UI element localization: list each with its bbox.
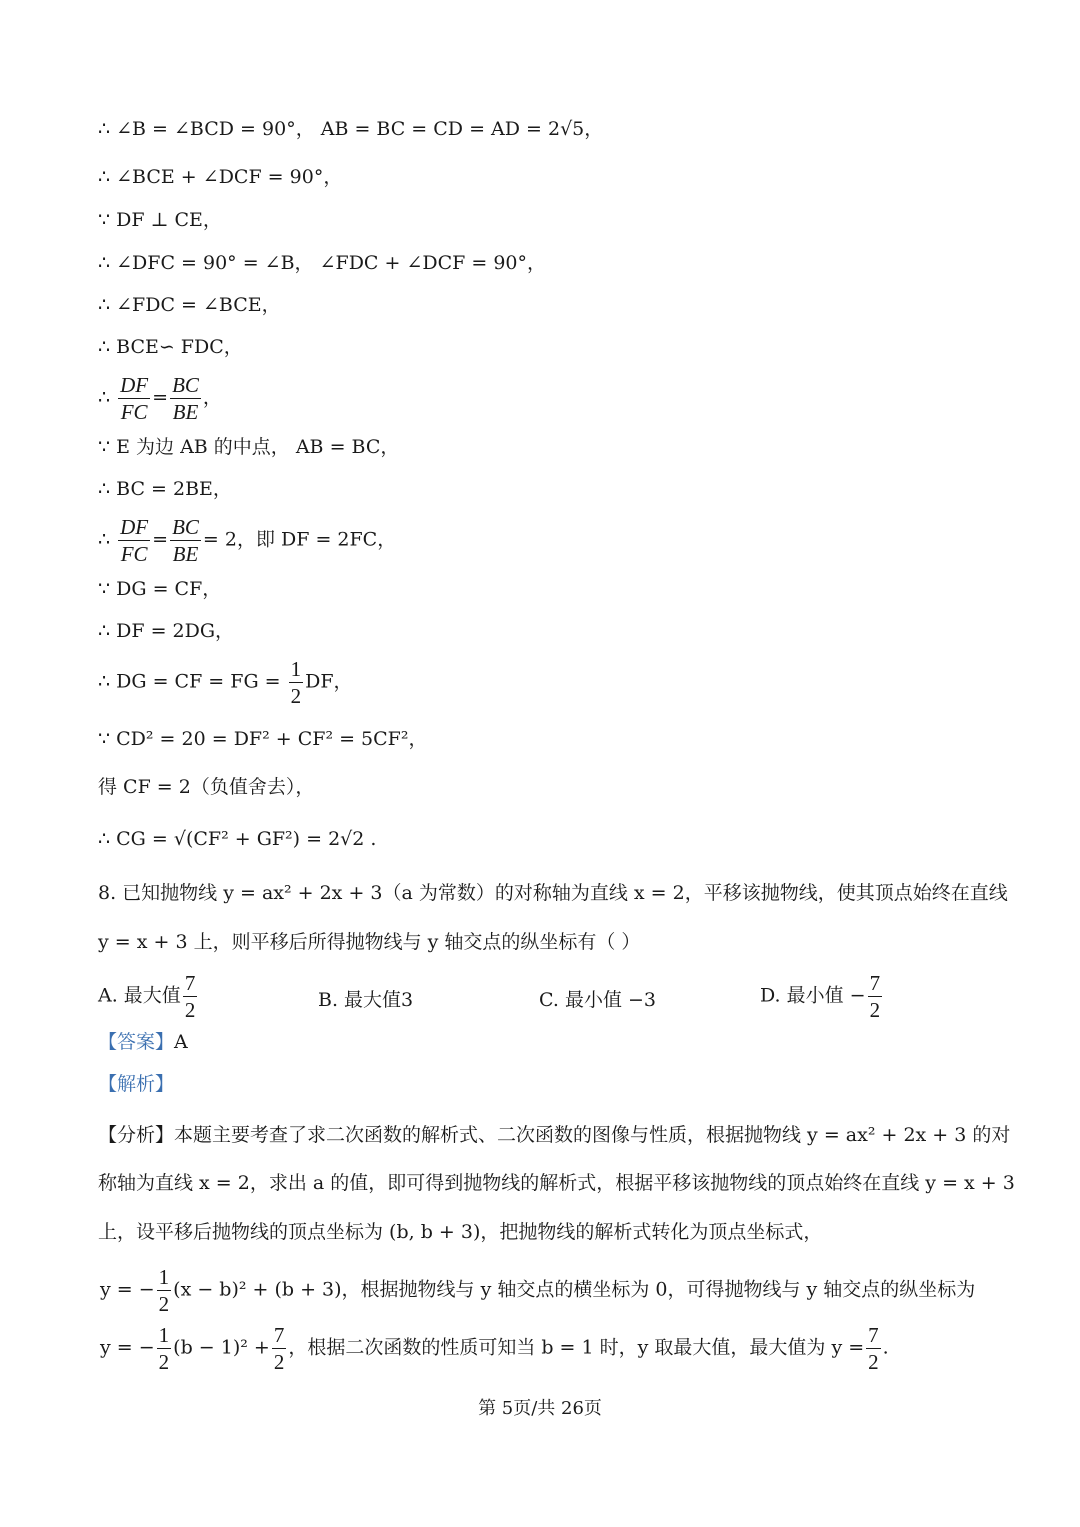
answer-value: A xyxy=(174,1031,188,1053)
fraction: $\frac{7}{2}$ xyxy=(868,1323,879,1374)
proof-line-1: ∴ ∠B = ∠BCD = 90°， AB = BC = CD = AD = 2√5， xyxy=(98,118,604,140)
page-number: 第 5页/共 26页 xyxy=(478,1398,602,1419)
proof-line-8: ∵ E 为边 AB 的中点， AB = BC， xyxy=(98,436,400,458)
analysis-para-4: y = − $\frac{1}{2}$ (x − b)² + (b + 3)，根据抛物线与 y 轴交点的横坐标为 0，可得抛物线与 y 轴交点的纵坐标为 xyxy=(100,1265,976,1316)
fraction: $\frac{DF}{FC}$ xyxy=(120,373,149,424)
proof-line-5: ∴ ∠FDC = ∠BCE， xyxy=(98,294,281,316)
fraction: $\frac{7}{2}$ xyxy=(184,971,196,1022)
analysis-para-5: y = − $\frac{1}{2}$ (b − 1)² + $\frac{7}{2}$ ，根据二次函数的性质可知当 b = 1 时，y 取最大值，最大值为 y = $\frac{7}{2}$ . xyxy=(100,1323,889,1374)
fraction: $\frac{DF}{FC}$ xyxy=(120,515,149,566)
fraction: $\frac{BC}{BE}$ xyxy=(172,373,199,424)
proof-line-2: ∴ ∠BCE + ∠DCF = 90°， xyxy=(98,166,343,188)
answer-line xyxy=(98,1033,188,1052)
proof-line-4: ∴ ∠DFC = 90° = ∠B， ∠FDC + ∠DCF = 90°， xyxy=(98,252,547,274)
proof-line-11: ∵ DG = CF， xyxy=(98,578,222,600)
proof-line-16: ∴ CG = √(CF² + GF²) = 2√2 . xyxy=(98,828,377,850)
question-stem-line-2: y = x + 3 上，则平移后所得抛物线与 y 轴交点的纵坐标有（ ） xyxy=(98,931,641,953)
analysis-para-1: 【分析】本题主要考查了求二次函数的解析式、二次函数的图像与性质，根据抛物线 y = ax² + 2x + 3 的对 xyxy=(98,1124,1011,1146)
proof-line-14: ∵ CD² = 20 = DF² + CF² = 5CF²， xyxy=(98,728,428,750)
question-stem-line-1: 8. 已知抛物线 y = ax² + 2x + 3（a 为常数）的对称轴为直线 x = 2，平移该抛物线，使其顶点始终在直线 xyxy=(98,882,1008,904)
fraction: $\frac{7}{2}$ xyxy=(869,971,881,1022)
option-a: A. 最大值 $\frac{7}{2}$ xyxy=(98,971,196,1022)
analysis-para-3: 上，设平移后抛物线的顶点坐标为 (b, b + 3)，把抛物线的解析式转化为顶点坐标式， xyxy=(98,1221,823,1243)
option-c: C. 最小值 −3 xyxy=(539,989,656,1011)
proof-line-10: ∴ $\frac{DF}{FC}$ = $\frac{BC}{BE}$ = 2，即 DF = 2FC， xyxy=(98,515,397,566)
analysis-heading: 【解析】 xyxy=(98,1073,175,1095)
proof-line-6: ∴ BCE∽ FDC， xyxy=(98,336,243,358)
option-d: D. 最小值 − $\frac{7}{2}$ xyxy=(760,971,881,1022)
proof-line-15: 得 CF = 2（负值舍去）， xyxy=(98,776,315,798)
fraction: $\frac{BC}{BE}$ xyxy=(172,515,199,566)
proof-line-9: ∴ BC = 2BE， xyxy=(98,478,232,500)
proof-line-7: ∴ $\frac{DF}{FC}$ = $\frac{BC}{BE}$ ， xyxy=(98,373,222,424)
fraction: $\frac{7}{2}$ xyxy=(273,1323,285,1374)
proof-line-13: ∴ DG = CF = FG = $\frac{1}{2}$ DF， xyxy=(98,657,353,708)
fraction: $\frac{1}{2}$ xyxy=(158,1323,170,1374)
fraction: $\frac{1}{2}$ xyxy=(158,1265,170,1316)
fraction: $\frac{1}{2}$ xyxy=(290,657,302,708)
proof-line-12: ∴ DF = 2DG， xyxy=(98,620,235,642)
analysis-para-2: 称轴为直线 x = 2，求出 a 的值，即可得到抛物线的解析式，根据平移该抛物线的顶点始终在直线 y = x + 3 xyxy=(98,1172,1015,1194)
answer-tag: 【答案】 xyxy=(98,1031,175,1053)
proof-line-3: ∵ DF ⊥ CE， xyxy=(98,209,222,231)
option-b: B. 最大值3 xyxy=(318,989,414,1011)
